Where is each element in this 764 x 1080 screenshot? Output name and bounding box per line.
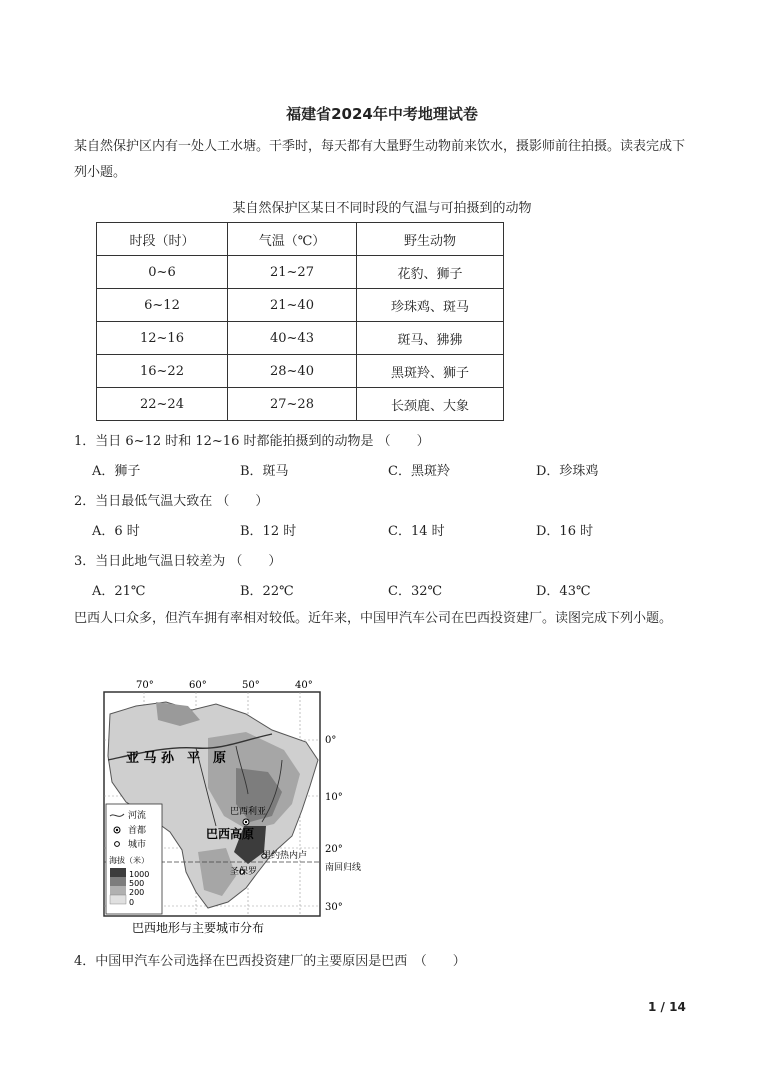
elevation-value: 0 (129, 898, 135, 907)
table-cell: 珍珠鸡、斑马 (357, 289, 504, 322)
city-label-rio: 里约热内卢 (262, 851, 308, 861)
question-2-stem: 2．当日最低气温大致在 （ ） (74, 494, 269, 509)
latitude-label: 10° (325, 792, 343, 803)
table-cell: 斑马、狒狒 (357, 322, 504, 355)
option-b: B．12 时 (240, 524, 297, 539)
elevation-value: 500 (129, 879, 145, 888)
table-cell: 6~12 (97, 289, 228, 322)
table-cell: 12~16 (97, 322, 228, 355)
latitude-label: 30° (325, 902, 343, 913)
data-table (96, 222, 504, 421)
table-cell: 27~28 (228, 388, 357, 421)
table-row (97, 322, 504, 355)
table-cell: 0~6 (97, 256, 228, 289)
longitude-label: 70° (136, 680, 154, 691)
latitude-label: 0° (325, 735, 337, 746)
longitude-label: 50° (242, 680, 260, 691)
table-cell: 40~43 (228, 322, 357, 355)
table-cell: 花豹、狮子 (357, 256, 504, 289)
table-cell: 16~22 (97, 355, 228, 388)
intro-paragraph-2: 巴西人口众多，但汽车拥有率相对较低。近年来，中国甲汽车公司在巴西投资建厂。读图完成下列小题。 (74, 611, 673, 626)
option-d: D．珍珠鸡 (536, 464, 599, 479)
page-number: 1 / 14 (648, 1000, 686, 1014)
legend-elevation-title: 海拔（米） (109, 856, 149, 865)
elevation-value: 200 (129, 888, 145, 897)
question-3-stem: 3．当日此地气温日较差为 （ ） (74, 554, 282, 569)
legend-city-label: 城市 (128, 840, 147, 850)
table-row (97, 289, 504, 322)
intro-paragraph-1: 某自然保护区内有一处人工水塘。干季时，每天都有大量野生动物前来饮水，摄影师前往拍摄。读表完成下列小题。 (74, 139, 686, 180)
question-1-stem: 1．当日 6~12 时和 12~16 时都能拍摄到的动物是 （ ） (74, 434, 430, 449)
table-row (97, 256, 504, 289)
table-header-cell: 野生动物 (357, 223, 504, 256)
table-header-row (97, 223, 504, 256)
option-d: D．16 时 (536, 524, 594, 539)
page-title: 福建省2024年中考地理试卷 (286, 105, 478, 123)
table-caption: 某自然保护区某日不同时段的气温与可拍摄到的动物 (232, 201, 532, 216)
brazil-terrain-map (96, 676, 386, 938)
elevation-swatch (110, 877, 126, 886)
table-cell: 黑斑羚、狮子 (357, 355, 504, 388)
option-a: A．狮子 (92, 464, 141, 479)
table-cell: 22~24 (97, 388, 228, 421)
table-cell: 21~40 (228, 289, 357, 322)
city-label-saopaulo: 圣保罗 (230, 867, 258, 877)
brazilian-highlands-label: 巴西高原 (206, 827, 255, 841)
legend-capital-label: 首都 (128, 826, 147, 836)
table-row (97, 355, 504, 388)
option-c: C．32℃ (388, 584, 443, 599)
elevation-swatch (110, 895, 126, 904)
city-label-brasilia: 巴西利亚 (230, 807, 267, 817)
latitude-label: 20° (325, 844, 343, 855)
city-legend-icon (115, 842, 120, 847)
legend-river-label: 河流 (128, 811, 147, 821)
option-b: B．斑马 (240, 464, 289, 479)
capital-dot (245, 821, 247, 823)
map-caption: 巴西地形与主要城市分布 (132, 921, 265, 935)
option-a: A．6 时 (92, 524, 140, 539)
table-cell: 28~40 (228, 355, 357, 388)
option-a: A．21℃ (92, 584, 146, 599)
map-legend (106, 804, 162, 914)
option-c: C．黑斑羚 (388, 464, 450, 479)
elevation-swatch (110, 886, 126, 895)
elevation-value: 1000 (129, 870, 150, 879)
table-row (97, 388, 504, 421)
tropic-label: 南回归线 (325, 863, 362, 873)
amazon-plain-label: 亚 马 孙 平 原 (126, 751, 227, 766)
longitude-label: 40° (295, 680, 313, 691)
table-cell: 21~27 (228, 256, 357, 289)
option-b: B．22℃ (240, 584, 294, 599)
table-header-cell: 气温（℃） (228, 223, 357, 256)
elevation-swatch (110, 868, 126, 877)
option-d: D．43℃ (536, 584, 591, 599)
longitude-label: 60° (189, 680, 207, 691)
option-c: C．14 时 (388, 524, 445, 539)
table-header-cell: 时段（时） (97, 223, 228, 256)
question-4-stem: 4．中国甲汽车公司选择在巴西投资建厂的主要原因是巴西 （ ） (74, 954, 466, 969)
table-cell: 长颈鹿、大象 (357, 388, 504, 421)
